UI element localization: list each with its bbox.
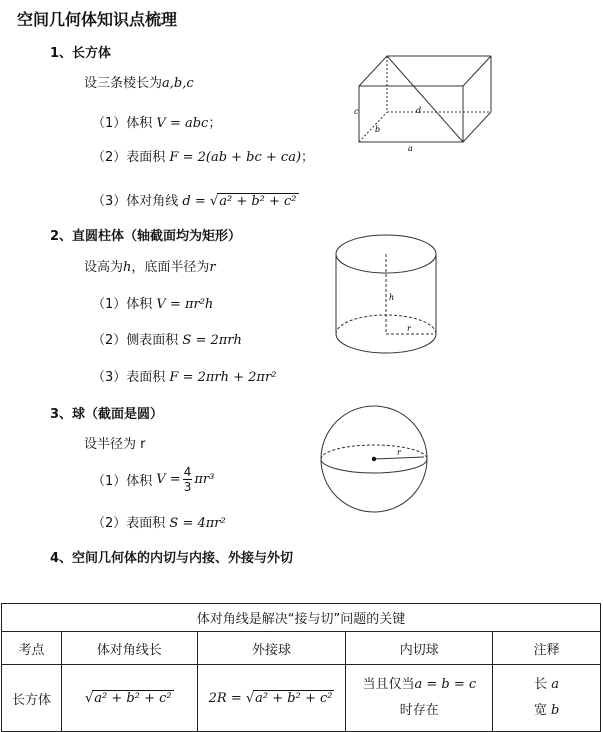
item-prefix: （1）体积 bbox=[92, 297, 153, 312]
section-3-intro: 设半径为 r bbox=[84, 437, 146, 452]
inner-line-1-math: a = b = c bbox=[414, 677, 477, 692]
outer-lhs: 2R = bbox=[208, 691, 242, 706]
section-1-intro-math: a,b,c bbox=[162, 76, 194, 91]
section-2-intro-r: r bbox=[209, 260, 216, 275]
diagonal-radicand: a² + b² + c² bbox=[219, 194, 297, 209]
cylinder-label-h: h bbox=[389, 293, 395, 302]
note-line-2-math: b bbox=[550, 703, 560, 718]
section-2-heading: 2、直圆柱体（轴截面均为矩形） bbox=[50, 229, 242, 244]
sphere-volume-lhs: V = bbox=[156, 471, 181, 487]
table-caption: 体对角线是解决“接与切”问题的关键 bbox=[2, 604, 601, 632]
cuboid-label-b: b bbox=[375, 125, 381, 134]
section-2-item-2 bbox=[92, 329, 242, 348]
surface-formula: F = 2(ab + bc + ca) bbox=[169, 150, 302, 165]
note-line-1-math: a bbox=[551, 677, 560, 692]
note-line-1 bbox=[493, 672, 600, 698]
section-1-item-1 bbox=[92, 112, 221, 131]
cuboid-label-c: c bbox=[354, 107, 359, 116]
outer-radicand: a² + b² + c² bbox=[255, 691, 333, 706]
cuboid-figure bbox=[352, 50, 500, 154]
header-diagonal: 体对角线长 bbox=[61, 632, 197, 665]
item-prefix: （2）表面积 bbox=[92, 150, 166, 165]
section-2-intro-h: h bbox=[123, 260, 132, 275]
cell-note bbox=[493, 665, 601, 732]
radical-sign: √ bbox=[209, 194, 219, 209]
fraction-denominator: 3 bbox=[183, 479, 192, 494]
sphere-center-dot bbox=[372, 457, 376, 461]
item-prefix: （3）表面积 bbox=[92, 370, 166, 385]
note-line-1-text: 长 bbox=[534, 677, 548, 692]
cell-diagonal bbox=[61, 665, 197, 732]
cylinder-label-r: r bbox=[407, 324, 411, 333]
item-suffix: ； bbox=[208, 116, 222, 131]
cell-kaodian: 长方体 bbox=[2, 665, 62, 732]
section-4-heading: 4、空间几何体的内切与内接、外接与外切 bbox=[50, 551, 294, 566]
section-2-item-3 bbox=[92, 366, 276, 385]
section-3-heading: 3、球（截面是圆） bbox=[50, 407, 164, 422]
sphere-surface-formula: S = 4πr² bbox=[169, 516, 226, 531]
cylinder-volume-formula: V = πr²h bbox=[156, 297, 214, 312]
section-2-intro bbox=[84, 256, 216, 275]
item-suffix: ； bbox=[301, 150, 315, 165]
item-prefix: （2）侧表面积 bbox=[92, 333, 179, 348]
key-table bbox=[1, 603, 601, 732]
cylinder-figure bbox=[334, 232, 440, 360]
section-1-heading: 1、长方体 bbox=[50, 46, 112, 61]
header-outer-sphere: 外接球 bbox=[197, 632, 346, 665]
radical-sign: √ bbox=[245, 691, 255, 706]
table-row bbox=[2, 665, 601, 732]
radical-sign: √ bbox=[84, 691, 94, 706]
section-1-intro bbox=[84, 72, 194, 91]
section-2-item-1 bbox=[92, 293, 213, 312]
cell-inner-sphere bbox=[346, 665, 493, 732]
header-note: 注释 bbox=[493, 632, 601, 665]
cylinder-surface-formula: F = 2πrh + 2πr² bbox=[169, 370, 277, 385]
cell-outer-sphere bbox=[197, 665, 346, 732]
fraction bbox=[183, 465, 193, 494]
section-1-item-3 bbox=[92, 190, 299, 209]
cylinder-lateral-formula: S = 2πrh bbox=[182, 333, 242, 348]
inner-line-1-text: 当且仅当 bbox=[362, 677, 415, 692]
item-prefix: （1）体积 bbox=[92, 116, 153, 131]
header-kaodian: 考点 bbox=[2, 632, 62, 665]
section-3-item-1 bbox=[92, 460, 214, 498]
sphere-volume-rhs: πr³ bbox=[194, 471, 215, 487]
item-prefix: （2）表面积 bbox=[92, 516, 166, 531]
inner-line-2: 时存在 bbox=[399, 703, 439, 718]
cuboid-label-d: d bbox=[416, 106, 422, 115]
diagonal-lhs: d = bbox=[182, 194, 206, 209]
section-2-intro-text: 设高为 bbox=[84, 260, 124, 275]
note-line-2 bbox=[493, 698, 600, 724]
header-inner-sphere: 内切球 bbox=[346, 632, 493, 665]
sphere-figure bbox=[318, 403, 430, 515]
note-line-2-text: 宽 bbox=[533, 703, 547, 718]
section-1-intro-text: 设三条棱长为 bbox=[84, 76, 163, 91]
section-1-item-2 bbox=[92, 146, 314, 165]
volume-formula: V = abc bbox=[156, 116, 209, 131]
fraction-numerator: 4 bbox=[183, 464, 192, 479]
page-title: 空间几何体知识点梳理 bbox=[17, 10, 178, 29]
sphere-label-r: r bbox=[397, 448, 401, 457]
item-prefix: （1）体积 bbox=[92, 473, 153, 489]
cuboid-label-a: a bbox=[408, 144, 413, 153]
section-3-item-2 bbox=[92, 512, 226, 531]
inner-line-1 bbox=[346, 672, 492, 698]
diagonal-radicand: a² + b² + c² bbox=[94, 691, 172, 706]
section-2-intro-text2: ，底面半径为 bbox=[131, 260, 210, 275]
item-prefix: （3）体对角线 bbox=[92, 194, 179, 209]
